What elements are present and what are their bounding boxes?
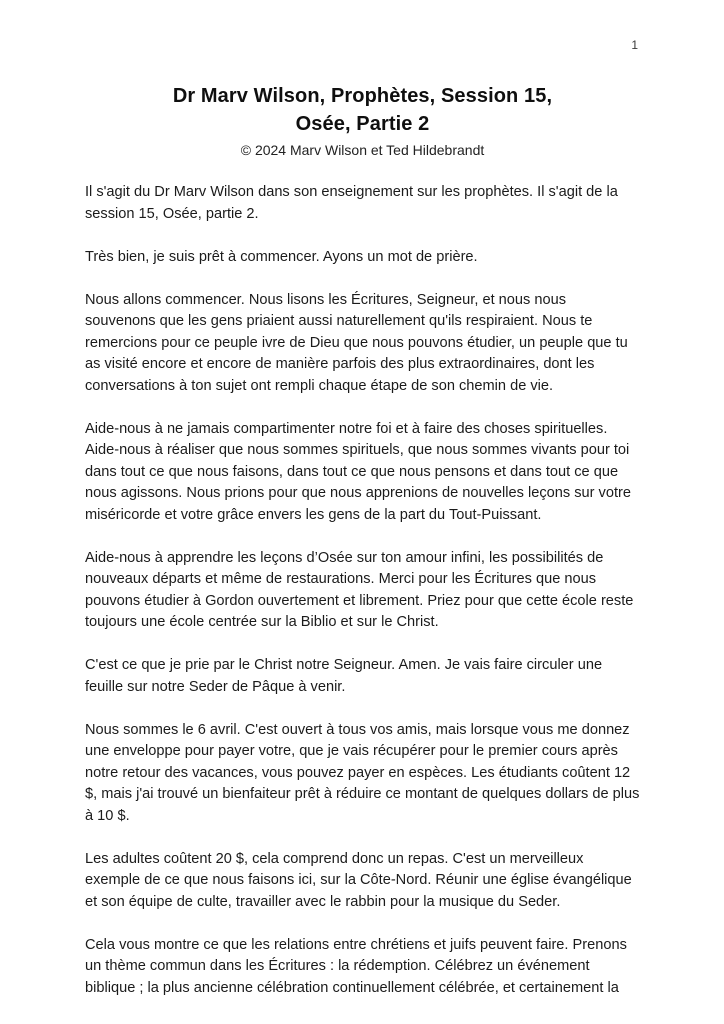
paragraph-april-6-pricing: Nous sommes le 6 avril. C'est ouvert à tous vos amis, mais lorsque vous me donnez une enveloppe pour payer votre, que je vais récupérer pour le premier cours après notre retour des vacances, vous pouvez payer en espèces. Les étudiants coûtent 12 $, mais j'ai trouvé un bienfaiteur prêt à réduire ce montant de quelques dollars de plus à 10 $. — [85, 721, 640, 824]
paragraph-amen-seder-sheet: C'est ce que je prie par le Christ notre Seigneur. Amen. Je vais faire circuler une feuille sur notre Seder de Pâque à venir. — [85, 657, 603, 695]
title-line-1: Dr Marv Wilson, Prophètes, Session 15, — [172, 85, 553, 107]
paragraph-prayer-opening: Nous allons commencer. Nous lisons les Écritures, Seigneur, et nous nous souvenons que les gens priaient aussi naturellement qu'ils respiraient. Nous te remercions pour ce peuple ivre de Dieu que nous pouvons étudier, un peuple que tu as visité encore et encore de manière parfois des plus extraordinaires, dont les conversations à ton sujet ont rempli chaque étape de son chemin de vie. — [85, 291, 628, 394]
document-title — [85, 82, 640, 138]
paragraph-ready-to-begin: Très bien, je suis prêt à commencer. Ayons un mot de prière. — [85, 248, 478, 265]
copyright-line: © 2024 Marv Wilson et Ted Hildebrandt — [240, 142, 485, 158]
paragraph-adults-pricing: Les adultes coûtent 20 $, cela comprend donc un repas. C'est un merveilleux exemple de ce que nous faisons ici, sur la Côte-Nord. Réunir une église évangélique et son équipe de culte, travailler avec le rabbin pour la musique du Seder. — [85, 850, 632, 910]
paragraph-intro: Il s'agit du Dr Marv Wilson dans son enseignement sur les prophètes. Il s'agit de la session 15, Osée, partie 2. — [85, 184, 618, 222]
paragraph-christian-jewish-relations: Cela vous montre ce que les relations entre chrétiens et juifs peuvent faire. Prenons un thème commun dans les Écritures : la rédemption. Célébrez un événement biblique ; la plus ancienne célébration continuellement célébrée, et certainement la — [85, 936, 627, 996]
page-number: 1 — [631, 38, 638, 52]
paragraph-prayer-compartmentalize: Aide-nous à ne jamais compartimenter notre foi et à faire des choses spirituelles. Aide-nous à réaliser que nous sommes spirituels, que nous sommes vivants pour toi dans tout ce que nous faisons, dans tout ce que nous pensons et dans tout ce que nous agissons. Nous prions pour que nous apprenions de nouvelles leçons sur votre miséricorde et votre grâce envers les gens de la part du Tout-Puissant. — [85, 420, 631, 523]
document-body — [85, 182, 640, 999]
title-line-2: Osée, Partie 2 — [295, 113, 430, 135]
paragraph-prayer-lessons-hosea: Aide-nous à apprendre les leçons d’Osée sur ton amour infini, les possibilités de nouveaux départs et même de restaurations. Merci pour les Écritures que nous pouvons étudier à Gordon ouvertement et librement. Priez pour que cette école reste toujours une école centrée sur la Biblio et sur le Christ. — [85, 549, 634, 630]
